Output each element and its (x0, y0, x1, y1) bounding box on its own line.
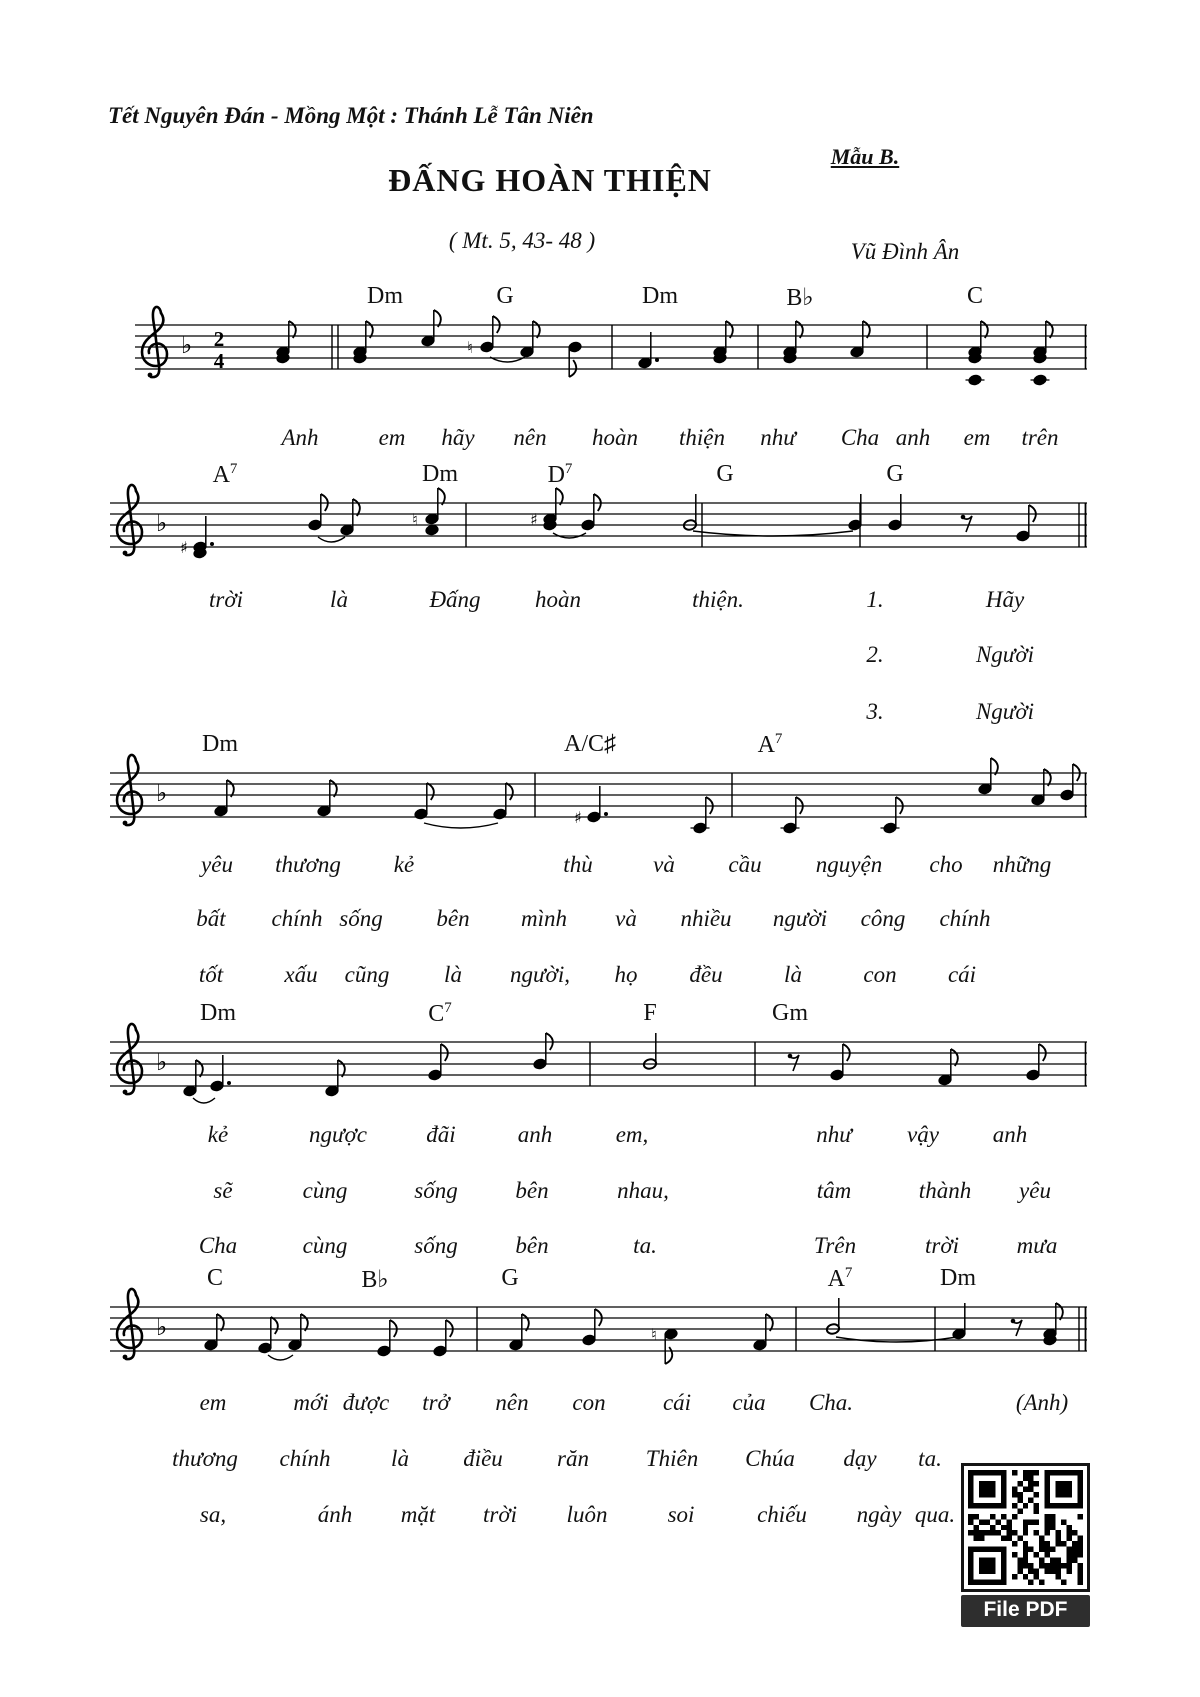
svg-text:♭: ♭ (156, 1313, 168, 1341)
file-pdf-label: File PDF (961, 1595, 1090, 1627)
lyric-word: thù (563, 852, 593, 877)
lyric-word: đãi (426, 1122, 456, 1147)
lyric-word: tốt (198, 962, 224, 987)
lyric-word: cái (947, 962, 977, 987)
lyric-word: ta. (633, 1233, 657, 1258)
chord-label: Dm (367, 283, 403, 309)
chord-label: A/C♯ (563, 731, 617, 757)
svg-text:♭: ♭ (156, 779, 168, 807)
lyric-word: mặt (400, 1502, 436, 1527)
lyric-word: con (863, 962, 897, 987)
lyric-word: mình (521, 906, 567, 931)
lyric-word: mưa (1016, 1233, 1058, 1258)
lyric-word: yêu (201, 852, 233, 877)
lyric-word: Người (975, 642, 1035, 667)
lyric-word: con (572, 1390, 606, 1415)
lyric-word: ta. (918, 1446, 942, 1471)
lyric-word: bất (196, 906, 226, 931)
svg-text:♭: ♭ (181, 331, 193, 359)
lyric-word: của (732, 1390, 766, 1415)
lyric-word: đều (689, 962, 723, 987)
lyric-word: Người (975, 699, 1035, 724)
chord-label: G (496, 283, 514, 309)
lyric-word: chính (271, 906, 323, 931)
chord-label: Dm (422, 461, 458, 487)
lyric-word: người (772, 906, 828, 931)
lyric-word: soi (667, 1502, 695, 1527)
lyric-word: cùng (302, 1233, 348, 1258)
staff-2 (110, 473, 1087, 608)
chord-label: C (206, 1265, 224, 1291)
lyric-word: những (992, 852, 1052, 877)
lyric-word: tâm (816, 1178, 852, 1203)
chord-label: F (643, 1000, 657, 1026)
lyric-word: người, (510, 962, 570, 987)
lyric-word: cho (929, 852, 963, 877)
lyric-word: anh (895, 425, 931, 450)
lyric-word: sống (414, 1178, 458, 1203)
lyric-word: trời (924, 1233, 960, 1258)
svg-text:4: 4 (213, 349, 225, 373)
lyric-word: như (760, 425, 796, 450)
chord-label: B♭ (361, 1267, 389, 1293)
lyric-word: và (653, 852, 675, 877)
lyric-word: và (615, 906, 637, 931)
lyric-word: bên (436, 906, 470, 931)
lyric-word: hoàn (535, 587, 581, 612)
svg-text:♭: ♭ (156, 509, 168, 537)
lyric-word: nhau, (617, 1178, 669, 1203)
lyric-word: 3. (866, 699, 884, 724)
lyric-word: thành (918, 1178, 972, 1203)
chord-label: $A^7$ (757, 731, 783, 758)
lyric-word: em (199, 1390, 227, 1415)
lyric-word: bên (515, 1233, 549, 1258)
lyric-word: là (444, 962, 462, 987)
lyric-word: sống (339, 906, 383, 931)
composer-credit: Vũ Đình Ân (850, 239, 960, 264)
lyric-word: em (963, 425, 991, 450)
svg-text:♭: ♭ (156, 1048, 168, 1076)
lyric-word: cầu (728, 852, 762, 877)
lyric-word: Chúa (745, 1446, 795, 1471)
lyric-word: 2. (866, 642, 884, 667)
lyric-word: trời (482, 1502, 518, 1527)
lyric-word: nhiều (680, 906, 732, 931)
chord-label: $D^7$ (547, 461, 573, 488)
svg-text:♮: ♮ (412, 510, 418, 529)
lyric-word: là (330, 587, 348, 612)
lyric-word: qua. (914, 1502, 956, 1527)
lyric-word: bên (515, 1178, 549, 1203)
qr-pdf-link[interactable] (961, 1463, 1090, 1627)
lyric-word: điều (463, 1446, 503, 1471)
chord-label: Dm (642, 283, 678, 309)
lyric-word: sẽ (213, 1178, 233, 1203)
lyric-word: hoàn (592, 425, 638, 450)
lyric-word: Cha (198, 1233, 238, 1258)
staff-4 (110, 1012, 1087, 1147)
svg-text:2: 2 (213, 327, 225, 351)
svg-text:♮: ♮ (651, 1325, 657, 1344)
lyric-word: Hãy (985, 587, 1025, 612)
lyric-word: chính (279, 1446, 331, 1471)
chord-label: Dm (940, 1265, 976, 1291)
chord-label: G (886, 461, 904, 487)
lyric-word: thiện (679, 425, 725, 450)
lyric-word: kẻ (207, 1122, 229, 1147)
svg-text:♮: ♮ (467, 338, 473, 357)
lyric-word: thương (275, 852, 341, 877)
lyric-word: Trên (813, 1233, 857, 1258)
lyric-word: nên (495, 1390, 529, 1415)
lyric-word: anh (992, 1122, 1028, 1147)
chord-label: $A^7$ (827, 1265, 853, 1292)
chord-label: Dm (202, 731, 238, 757)
lyric-word: nên (513, 425, 547, 450)
lyric-word: cũng (344, 962, 390, 987)
lyric-word: Đấng (429, 587, 481, 612)
lyric-word: nguyện (815, 852, 883, 877)
lyric-word: răn (557, 1446, 589, 1471)
lyric-word: ngày (856, 1502, 902, 1527)
qr-code (961, 1463, 1090, 1592)
scripture-reference: ( Mt. 5, 43- 48 ) (448, 228, 596, 253)
lyric-word: em, (615, 1122, 649, 1147)
lyric-word: yêu (1019, 1178, 1051, 1203)
chord-label: $A^7$ (212, 461, 238, 488)
lyric-word: kẻ (393, 852, 415, 877)
lyric-word: xấu (284, 962, 318, 987)
lyric-word: mới (293, 1390, 329, 1415)
lyric-word: vậy (907, 1122, 939, 1147)
lyric-word: em (378, 425, 406, 450)
lyric-word: như (816, 1122, 852, 1147)
lyric-word: Cha. (808, 1390, 854, 1415)
lyric-word: cái (662, 1390, 692, 1415)
page-title: ĐẤNG HOÀN THIỆN (388, 162, 712, 198)
lyric-word: anh (517, 1122, 553, 1147)
lyric-word: ánh (317, 1502, 353, 1527)
chord-label: Gm (772, 1000, 808, 1026)
svg-text:♯: ♯ (574, 808, 582, 827)
lyric-word: sa, (199, 1502, 227, 1527)
lyric-word: công (860, 906, 906, 931)
chord-label: B♭ (786, 285, 814, 311)
chord-label: $C^7$ (428, 1000, 452, 1027)
lyric-word: (Anh) (1015, 1390, 1069, 1415)
lyric-word: dạy (843, 1446, 877, 1471)
lyric-word: chiếu (757, 1502, 807, 1527)
lyric-word: 1. (866, 587, 884, 612)
lyric-word: sống (414, 1233, 458, 1258)
lyric-word: thiện. (692, 587, 744, 612)
lyric-word: Cha (840, 425, 880, 450)
chord-label: G (501, 1265, 519, 1291)
lyric-word: trên (1021, 425, 1059, 450)
svg-text:♯: ♯ (180, 538, 188, 557)
lyric-word: cùng (302, 1178, 348, 1203)
lyric-word: họ (614, 962, 638, 987)
chord-label: C (966, 283, 984, 309)
svg-text:♯: ♯ (530, 510, 538, 529)
lyric-word: thương (172, 1446, 238, 1471)
qr-code-image (968, 1470, 1083, 1585)
lyric-word: ngược (308, 1122, 368, 1147)
lyric-word: là (784, 962, 802, 987)
lyric-word: trời (208, 587, 244, 612)
chord-label: G (716, 461, 734, 487)
liturgical-header: Tết Nguyên Đán - Mồng Một : Thánh Lễ Tân Niên (108, 103, 594, 128)
chord-label: Dm (200, 1000, 236, 1026)
staff-1 (135, 295, 1087, 430)
lyric-word: luôn (566, 1502, 608, 1527)
lyric-word: Thiên (645, 1446, 699, 1471)
lyric-word: chính (939, 906, 991, 931)
lyric-word: Anh (281, 425, 319, 450)
lyric-word: trở (422, 1390, 450, 1415)
lyric-word: là (391, 1446, 409, 1471)
form-label: Mẫu B. (830, 144, 900, 169)
lyric-word: được (342, 1390, 390, 1415)
lyric-word: hãy (441, 425, 475, 450)
